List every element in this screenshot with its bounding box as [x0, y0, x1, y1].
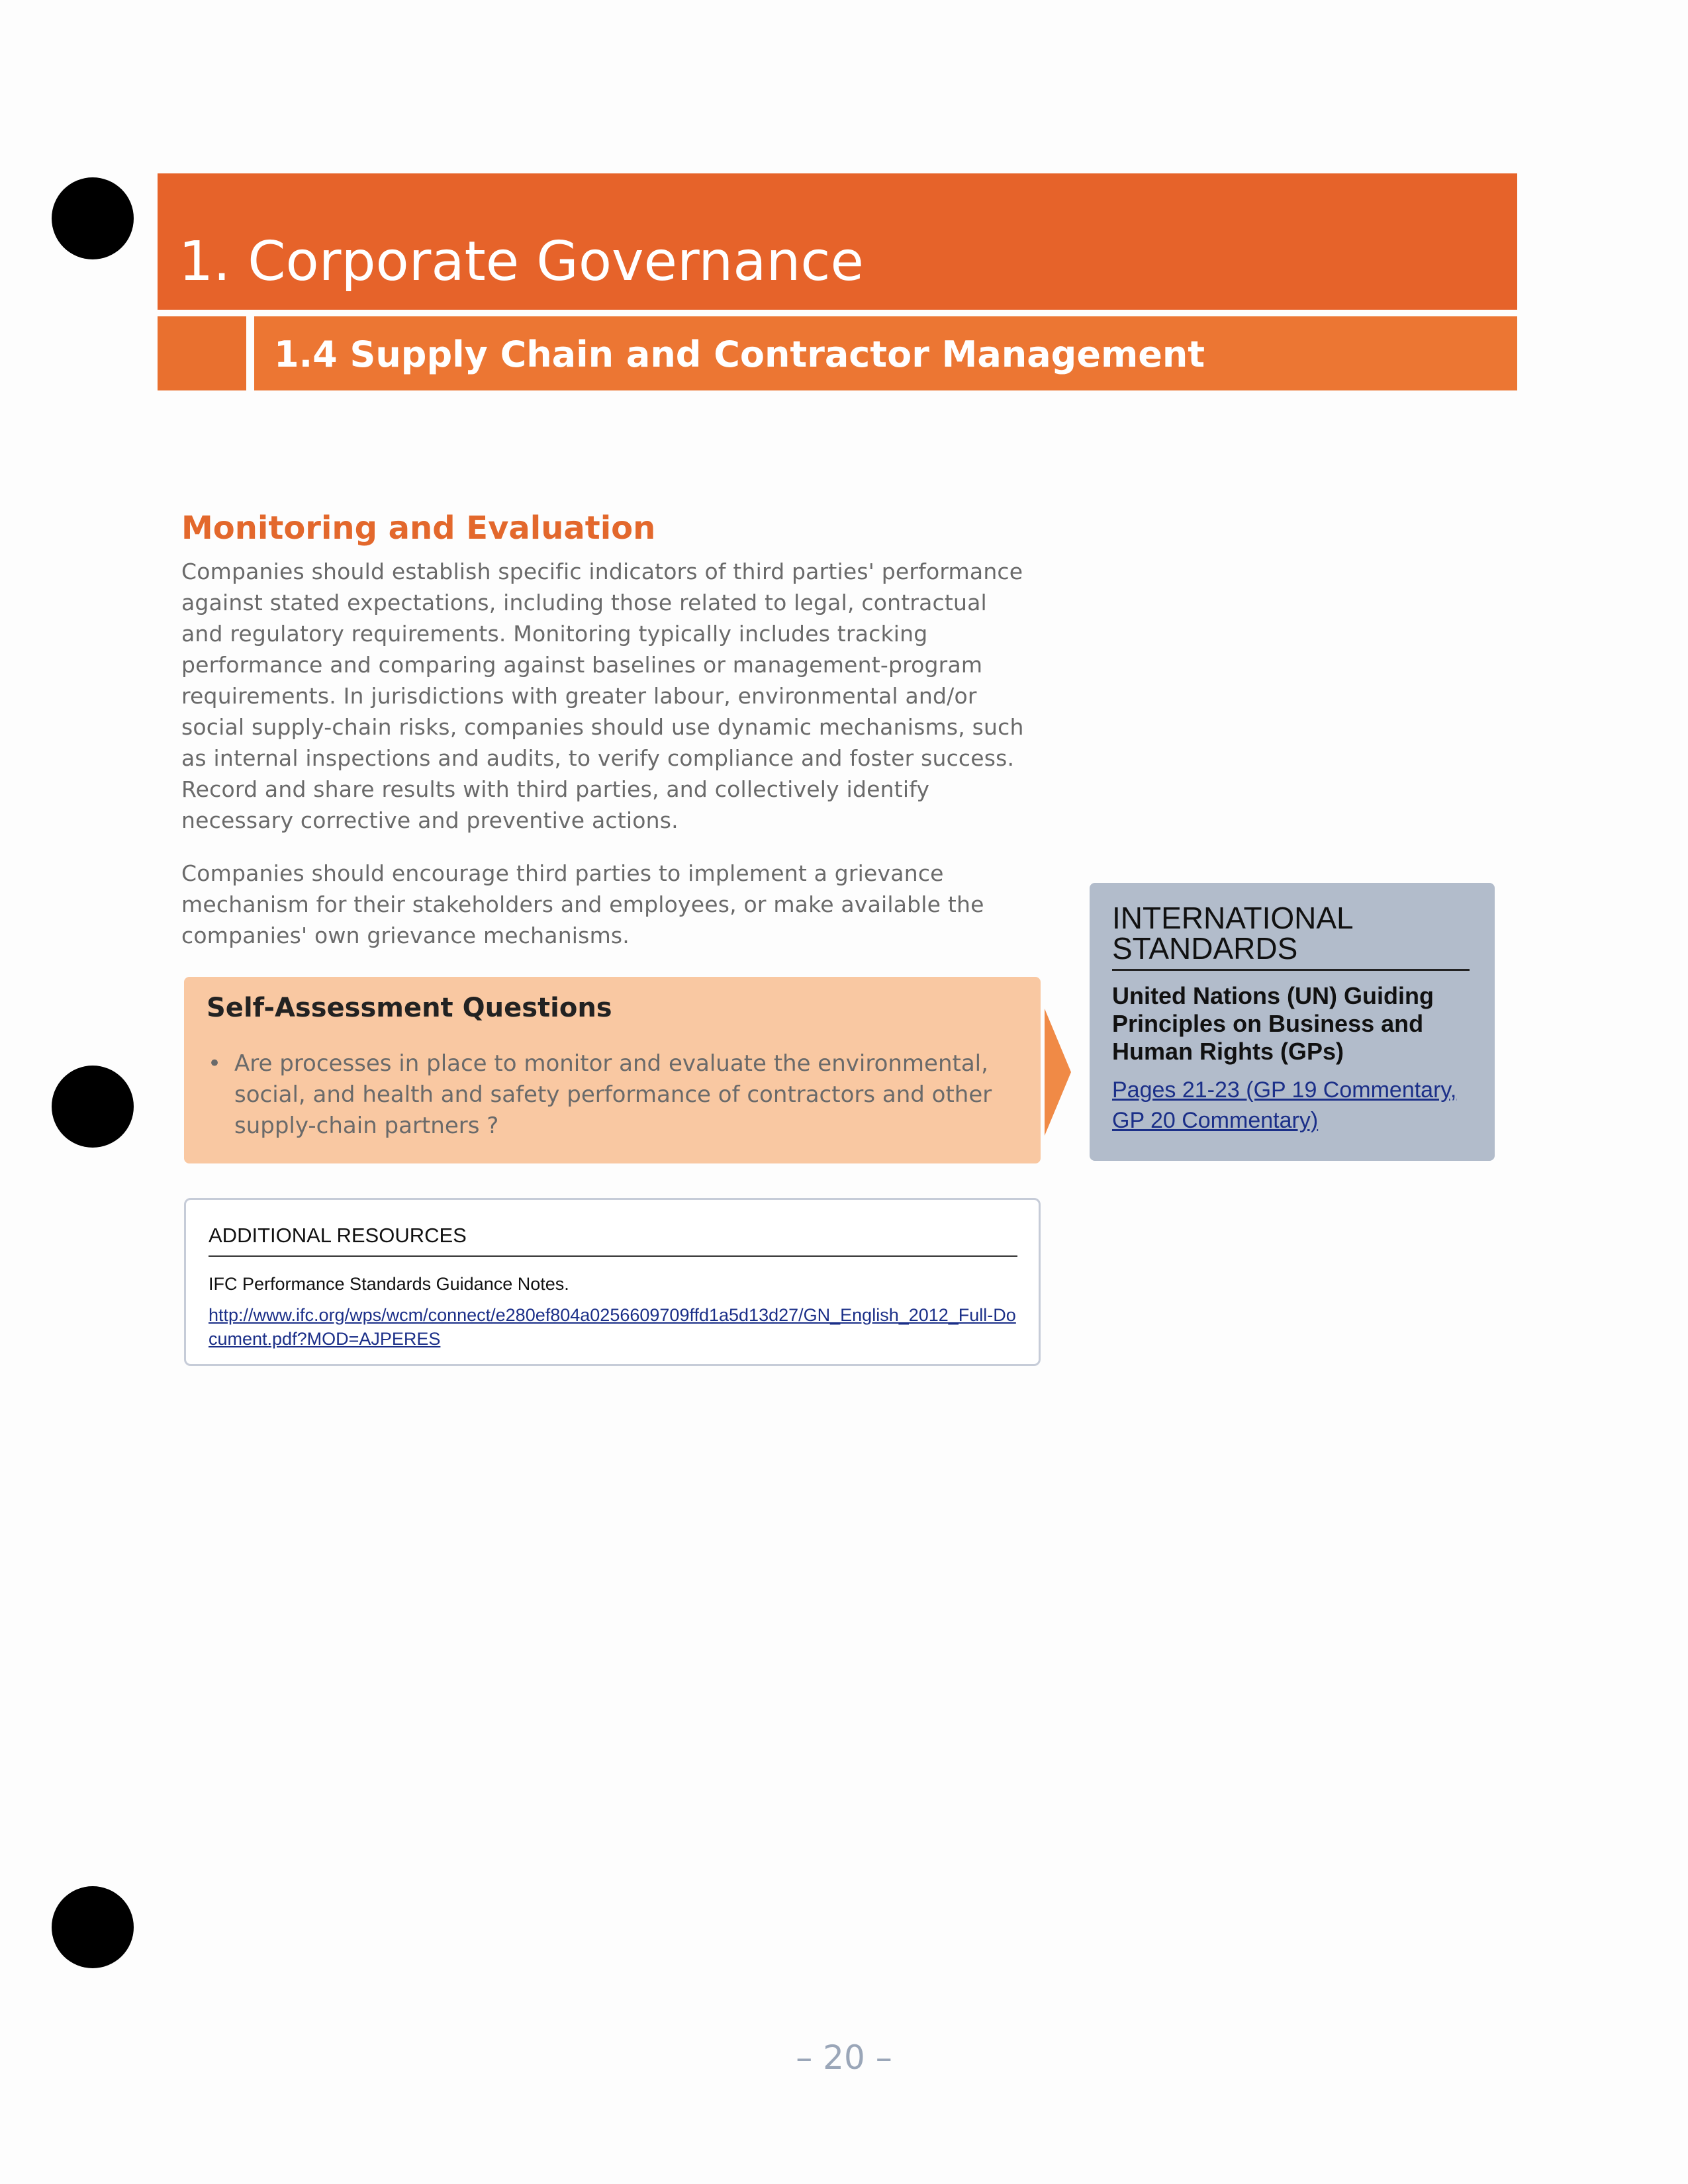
self-assessment-title: Self-Assessment Questions — [207, 993, 612, 1023]
bullet: • — [208, 1050, 222, 1077]
body-paragraph: Companies should encourage third parties to implement a grievance mechanism for their stakeholders and employees, or make available the companies' own grievance mechanisms. — [181, 860, 984, 948]
resources-link[interactable]: http://www.ifc.org/wps/wcm/connect/e280ef804a0256609709ffd1a5d13d27/GN_English_2012_Full-Document.pdf?MOD=AJPERES — [209, 1305, 1016, 1349]
pointer-arrow-icon — [1045, 1009, 1071, 1136]
standards-subtitle: United Nations (UN) Guiding Principles on Business and Human Rights (GPs) — [1112, 982, 1434, 1065]
page-number: – 20 – — [796, 2038, 892, 2077]
punch-hole — [52, 1066, 134, 1148]
resources-title: ADDITIONAL RESOURCES — [209, 1224, 1017, 1257]
resources-text: IFC Performance Standards Guidance Notes. — [209, 1274, 569, 1294]
list-item — [208, 1048, 1009, 1142]
question-text: Are processes in place to monitor and evaluate the environmental, social, and health and safety performance of contractors and other supply-chain partners ? — [234, 1050, 992, 1139]
international-standards-box — [1090, 883, 1495, 1161]
chapter-title: 1. Corporate Governance — [179, 230, 864, 293]
section-banner-accent — [158, 316, 246, 390]
standards-link[interactable]: Pages 21-23 (GP 19 Commentary, GP 20 Commentary) — [1112, 1077, 1457, 1133]
body-paragraph: Companies should establish specific indicators of third parties' performance against stated expectations, including those related to legal, contractual and regulatory requirements. Monitoring typically includes tracking performance and comparing against baselines or management-program requirements. In jurisdictions with greater labour, environmental and/or social supply-chain risks, companies should use dynamic mechanisms, such as internal inspections and audits, to verify compliance and foster success. Record and share results with third parties, and collectively identify necessary corrective and preventive actions. — [181, 559, 1024, 833]
punch-hole — [52, 1886, 134, 1968]
punch-hole — [52, 177, 134, 259]
additional-resources-box — [184, 1198, 1041, 1366]
section-title: 1.4 Supply Chain and Contractor Management — [274, 334, 1205, 375]
self-assessment-box — [184, 977, 1041, 1163]
standards-title: INTERNATIONAL STANDARDS — [1112, 903, 1470, 971]
monitoring-heading: Monitoring and Evaluation — [181, 510, 656, 547]
